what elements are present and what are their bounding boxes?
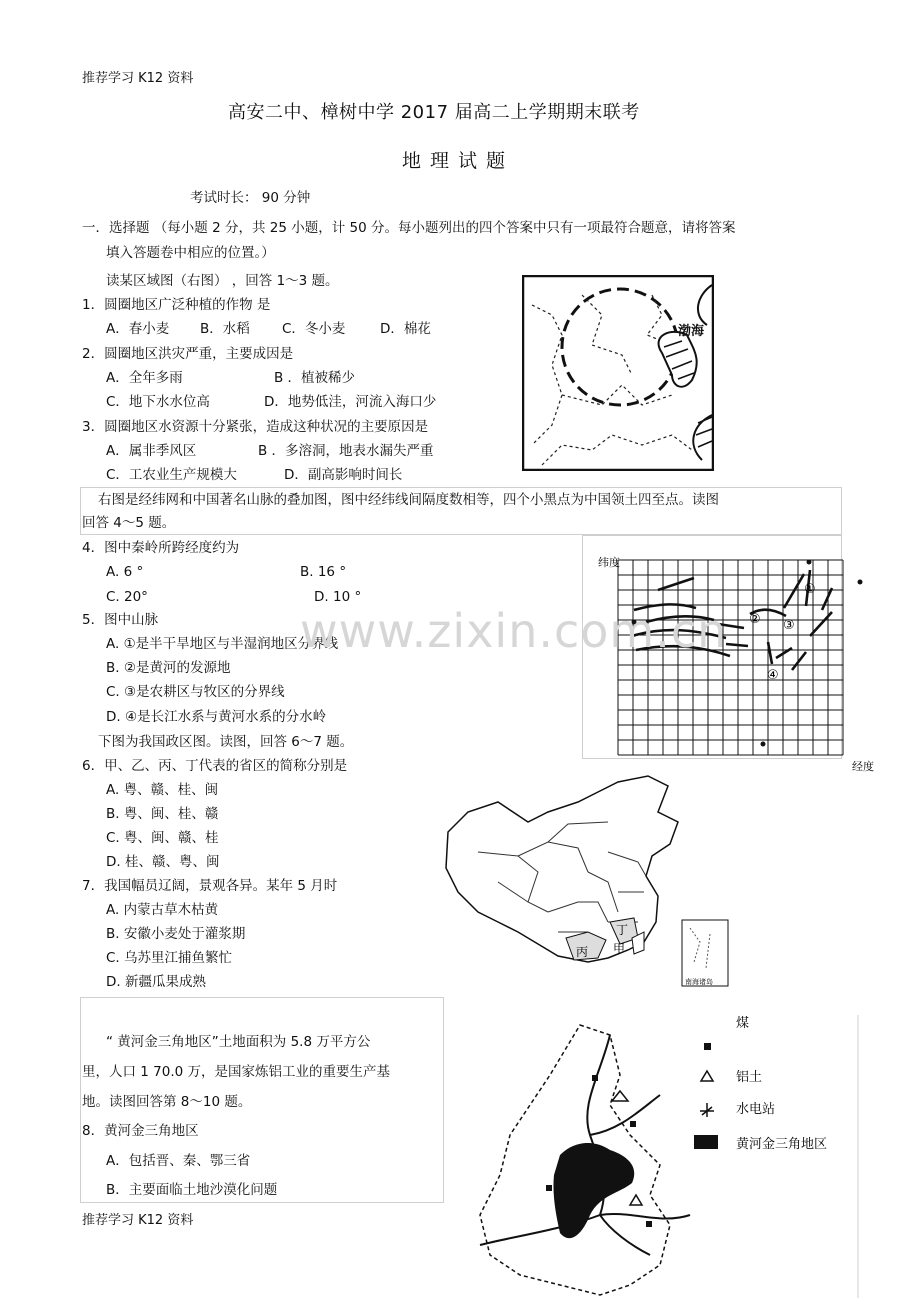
exam-subtitle: 地理试题 (402, 150, 515, 172)
lon-axis-label: 经度 (852, 760, 874, 773)
lat-axis-label: 纬度 (598, 556, 620, 569)
q2-stem: 2．圆圈地区洪灾严重，主要成因是 (82, 346, 294, 362)
q7-option-a: A. 内蒙古草木枯黄 (106, 902, 219, 918)
golden-triangle-map (460, 1015, 860, 1298)
q5-stem: 5．图中山脉 (82, 612, 159, 628)
q1-option-b: B．水稻 (200, 321, 250, 337)
intro-q6-7: 下图为我国政区图。读图，回答 6～7 题。 (98, 734, 354, 750)
q8-option-b: B．主要面临土地沙漠化问题 (106, 1182, 278, 1198)
q5-option-a: A. ①是半干旱地区与半湿润地区分界线 (106, 636, 339, 652)
mark-4: ④ (767, 668, 779, 683)
legend-hydropower: 水电站 (736, 1102, 776, 1117)
q3-option-b: B ．多溶洞，地表水漏失严重 (258, 443, 434, 459)
q6-option-a: A. 粤、赣、桂、闽 (106, 782, 219, 798)
page-header: 推荐学习 K12 资料 (82, 71, 194, 86)
q1-option-a: A．春小麦 (106, 321, 170, 337)
q3-option-a: A．属非季风区 (106, 443, 197, 459)
intro-q8-10-line3: 地。读图回答第 8～10 题。 (82, 1094, 252, 1110)
province-label-ding: 丁 (616, 923, 629, 937)
exam-time: 考试时长： 90 分钟 (190, 190, 311, 206)
q2-option-c: C．地下水水位高 (106, 394, 210, 410)
legend-golden-triangle: 黄河金三角地区 (736, 1137, 828, 1152)
section-heading-line1: 一．选择题 （每小题 2 分，共 25 小题，计 50 分。每小题列出的四个答案中只有一项最符合题意，请将答案 (82, 220, 736, 236)
province-label-bing: 丙 (576, 945, 589, 959)
china-political-map (438, 772, 732, 990)
q4-option-b: B. 16 ° (300, 564, 347, 580)
page-footer: 推荐学习 K12 资料 (82, 1213, 194, 1228)
inset-label: 南海诸岛 (685, 978, 713, 986)
mark-3: ③ (783, 618, 795, 633)
exam-title: 高安二中、樟树中学 2017 届高二上学期期末联考 (228, 102, 640, 123)
q8-option-a: A．包括晋、秦、鄂三省 (106, 1153, 251, 1169)
q1-option-d: D．棉花 (380, 321, 431, 337)
q3-option-c: C．工农业生产规模大 (106, 467, 237, 483)
intro-q8-10-line2: 里，人口 1 70.0 万，是国家炼铝工业的重要生产基 (82, 1064, 391, 1080)
q4-option-a: A. 6 ° (106, 564, 144, 580)
q6-option-c: C. 粤、闽、赣、桂 (106, 830, 219, 846)
q7-option-b: B. 安徽小麦处于灌浆期 (106, 926, 246, 942)
q6-stem: 6．甲、乙、丙、丁代表的省区的简称分别是 (82, 758, 348, 774)
q4-option-c: C. 20° (106, 589, 148, 605)
intro-q1-3: 读某区域图（右图） ，回答 1～3 题。 (106, 273, 339, 289)
q5-option-d: D. ④是长江水系与黄河水系的分水岭 (106, 709, 327, 725)
q6-option-b: B. 粤、闽、桂、赣 (106, 806, 219, 822)
q4-stem: 4．图中秦岭所跨经度约为 (82, 540, 240, 556)
intro-q8-10-line1: “ 黄河金三角地区”土地面积为 5.8 万平方公 (106, 1034, 371, 1050)
q3-stem: 3．圆圈地区水资源十分紧张，造成这种状况的主要原因是 (82, 419, 429, 435)
intro-q4-5-line2: 回答 4～5 题。 (82, 515, 176, 531)
mark-2: ② (749, 612, 761, 627)
q4-option-d: D. 10 ° (314, 589, 362, 605)
q2-option-d: D．地势低洼，河流入海口少 (264, 394, 437, 410)
q1-stem: 1．圆圈地区广泛种植的作物 是 (82, 297, 271, 313)
q2-option-a: A．全年多雨 (106, 370, 183, 386)
lat-lon-grid-map (596, 552, 880, 774)
intro-q4-5-line1: 右图是经纬网和中国著名山脉的叠加图，图中经纬线间隔度数相等，四个小黑点为中国领土四至点。读图 (98, 492, 719, 508)
legend-bauxite: 铝土 (736, 1070, 763, 1085)
section-heading-line2: 填入答题卷中相应的位置。） (106, 245, 275, 261)
legend-coal: 煤 (736, 1016, 750, 1031)
watermark: www.zixin.com.cn (300, 604, 728, 658)
q7-option-d: D. 新疆瓜果成熟 (106, 974, 206, 990)
q5-option-b: B. ②是黄河的发源地 (106, 660, 231, 676)
q3-option-d: D．副高影响时间长 (284, 467, 403, 483)
q5-option-c: C. ③是农耕区与牧区的分界线 (106, 684, 285, 700)
q8-stem: 8．黄河金三角地区 (82, 1123, 199, 1139)
q7-option-c: C. 乌苏里江捕鱼繁忙 (106, 950, 233, 966)
province-label-jia: 甲 (613, 942, 626, 956)
q1-option-c: C．冬小麦 (282, 321, 346, 337)
region-map (522, 275, 714, 471)
q2-option-b: B ．植被稀少 (274, 370, 356, 386)
q6-option-d: D. 桂、赣、粤、闽 (106, 854, 220, 870)
sea-label-bo: 渤海 (678, 324, 705, 339)
q7-stem: 7．我国幅员辽阔，景观各异。某年 5 月时 (82, 878, 338, 894)
mark-1: ① (804, 582, 816, 597)
